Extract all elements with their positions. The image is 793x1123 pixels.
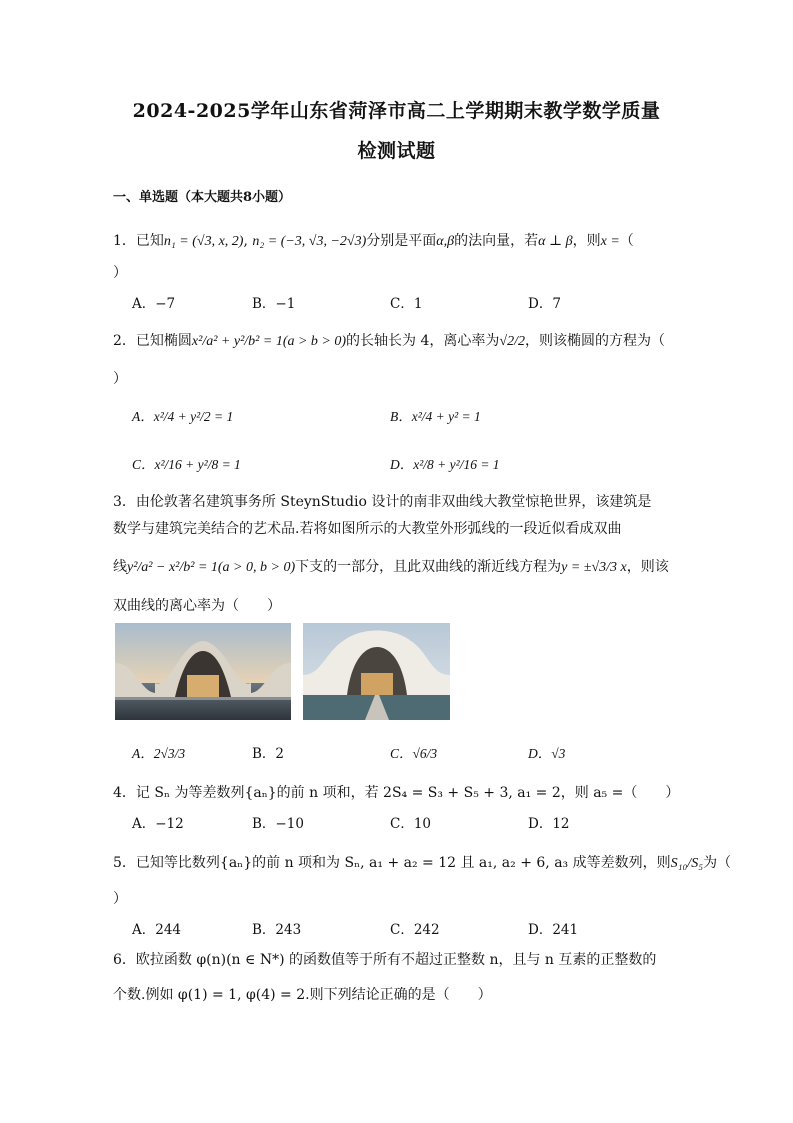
q3-option-a: A．2√3/3 <box>132 746 186 761</box>
vector-n2: n₂ = (−3, √3, −2√3) <box>252 234 367 249</box>
section-heading: 一、单选题（本大题共8小题） <box>113 190 292 205</box>
eccentricity: √2/2 <box>499 334 525 349</box>
question-3-line1: 3．由伦敦著名建筑事务所 SteynStudio 设计的南非双曲线大教堂惊艳世界，该建筑是 <box>113 494 652 510</box>
question-1: 1．已知n₁ = (√3, x, 2), n₂ = (−3, √3, −2√3)分别是平面α,β的法向量，若α ⊥ β，则x =（ <box>113 233 634 249</box>
asymptote-equation: y = ±√3/3 x <box>561 560 627 575</box>
question-1-close: ） <box>113 265 127 281</box>
question-3-line2: 数学与建筑完美结合的艺术品.若将如图所示的大教堂外形弧线的一段近似看成双曲 <box>113 521 622 537</box>
q2-option-d: D．x²/8 + y²/16 = 1 <box>390 457 500 472</box>
q2-option-a: A．x²/4 + y²/2 = 1 <box>132 409 234 424</box>
question-2: 2．已知椭圆x²/a² + y²/b² = 1(a > b > 0)的长轴长为 4，离心率为√2/2，则该椭圆的方程为（ <box>113 333 665 349</box>
question-4: 4．记 Sₙ 为等差数列{aₙ}的前 n 项和，若 2S₄ = S₃ + S₅ + 3, a₁ = 2，则 a₅ =（ ） <box>113 785 680 801</box>
q3-option-c: C．√6/3 <box>390 746 438 761</box>
q1-option-a: A．−7 <box>132 296 176 312</box>
q4-option-a: A．−12 <box>132 816 184 832</box>
sum-ratio: S₁₀/S₅ <box>670 856 704 871</box>
cathedral-photo-front <box>115 623 291 720</box>
q5-option-a: A．244 <box>132 922 182 938</box>
vector-n1: n₁ = (√3, x, 2) <box>163 234 244 249</box>
q1-option-b: B．−1 <box>252 296 296 312</box>
q1-option-c: C．1 <box>390 296 423 312</box>
q1-option-d: D．7 <box>528 296 561 312</box>
q2-option-c: C．x²/16 + y²/8 = 1 <box>132 457 241 472</box>
hyperbola-equation: y²/a² − x²/b² = 1(a > 0, b > 0) <box>127 560 296 575</box>
question-5-close: ） <box>113 891 127 907</box>
question-6-line1: 6．欧拉函数 φ(n)(n ∈ N*) 的函数值等于所有不超过正整数 n，且与 n 互素的正整数的 <box>113 952 657 968</box>
q3-option-b: B．2 <box>252 746 285 762</box>
question-3-line4: 双曲线的离心率为（ ） <box>113 598 281 614</box>
q3-option-d: D．√3 <box>528 746 566 761</box>
question-2-close: ） <box>113 371 127 387</box>
q5-option-c: C．242 <box>390 922 440 938</box>
question-5: 5．已知等比数列{aₙ}的前 n 项和为 Sₙ, a₁ + a₂ = 12 且 a₁, a₂ + 6, a₃ 成等差数列，则S₁₀/S₅为（ <box>113 855 732 871</box>
q4-option-d: D．12 <box>528 816 570 832</box>
page-title-line2: 检测试题 <box>357 140 436 162</box>
q4-option-b: B．−10 <box>252 816 304 832</box>
q5-option-b: B．243 <box>252 922 302 938</box>
question-6-line2: 个数.例如 φ(1) = 1, φ(4) = 2.则下列结论正确的是（ ） <box>113 987 492 1003</box>
q5-option-d: D．241 <box>528 922 579 938</box>
question-3-line3: 线y²/a² − x²/b² = 1(a > 0, b > 0)下支的一部分，且此双曲线的渐近线方程为y = ±√3/3 x，则该 <box>113 559 669 575</box>
q4-option-c: C．10 <box>390 816 432 832</box>
cathedral-photo-side <box>303 623 450 720</box>
ellipse-equation: x²/a² + y²/b² = 1(a > b > 0) <box>191 334 347 349</box>
page-title: 2024-2025学年山东省菏泽市高二上学期期末教学数学质量 <box>132 100 661 122</box>
q2-option-b: B．x²/4 + y² = 1 <box>390 409 481 424</box>
